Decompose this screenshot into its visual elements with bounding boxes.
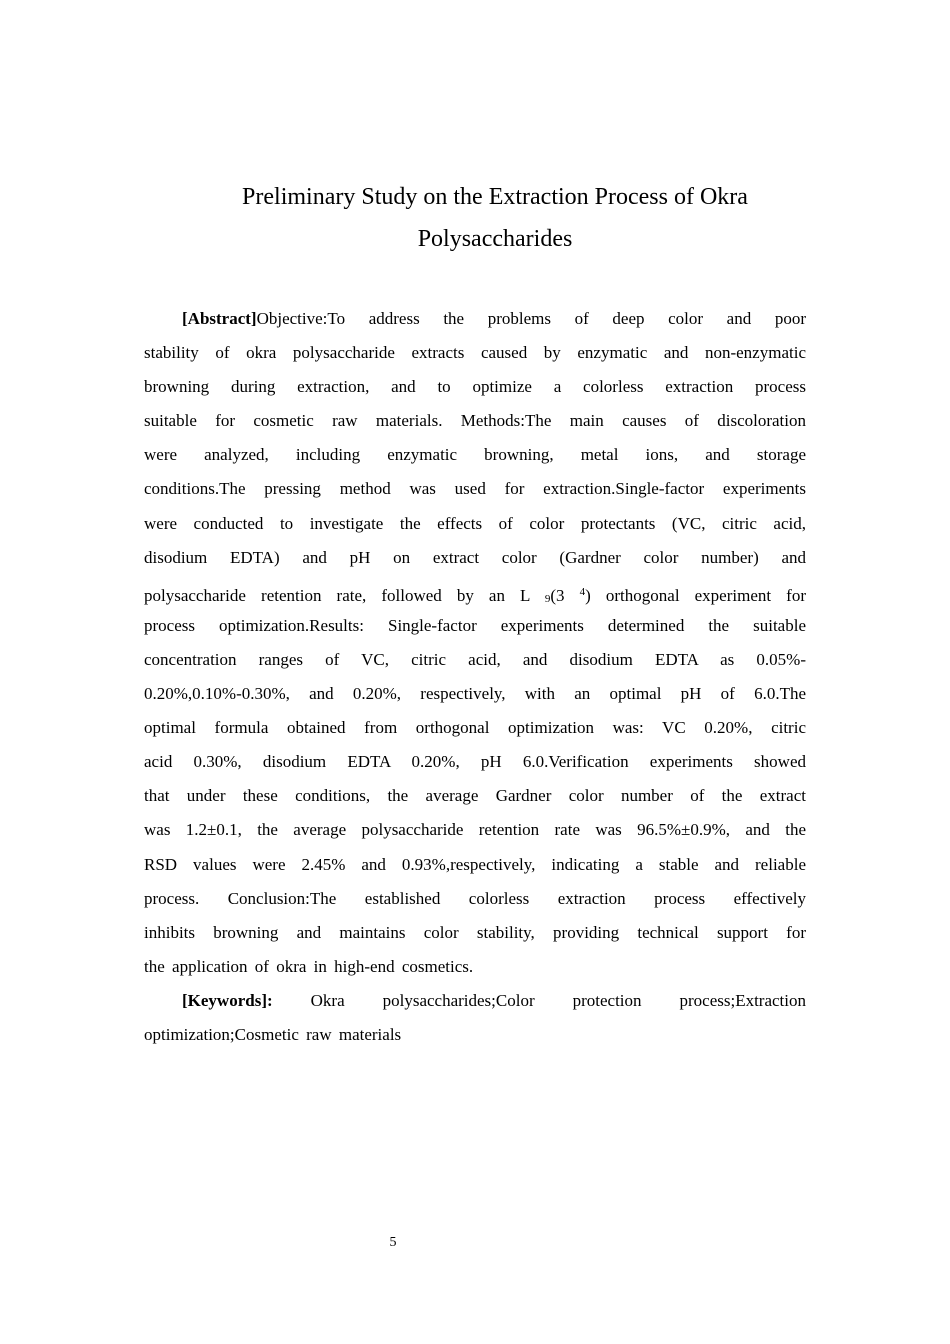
keywords-line-2: optimization;Cosmetic raw materials (144, 1024, 402, 1044)
abstract-line: 0.20%,0.10%-0.30%, and 0.20%, respectively, with an optimal pH of 6.0.The (144, 684, 806, 704)
abstract-line: process optimization.Results: Single-factor experiments determined the suitable (144, 615, 806, 635)
abstract-line: conditions.The pressing method was used for extraction.Single-factor experiments (144, 479, 806, 499)
abstract-line: acid 0.30%, disodium EDTA 0.20%, pH 6.0.Verification experiments showed (144, 752, 806, 772)
abstract-line: suitable for cosmetic raw materials. Methods:The main causes of discoloration (144, 411, 806, 431)
abstract-label: [Abstract] (182, 309, 257, 328)
abstract-line: optimal formula obtained from orthogonal optimization was: VC 0.20%, citric (144, 718, 806, 738)
abstract-line: disodium EDTA) and pH on extract color (Gardner color number) and (144, 547, 806, 567)
abstract-line: inhibits browning and maintains color stability, providing technical support for (144, 922, 806, 942)
abstract-line: browning during extraction, and to optimize a colorless extraction process (144, 377, 806, 397)
abstract-section (144, 302, 806, 1052)
abstract-line: process. Conclusion:The established colorless extraction process effectively (144, 888, 806, 908)
paper-title-line-1: Preliminary Study on the Extraction Process of Okra (242, 184, 748, 210)
abstract-line: concentration ranges of VC, citric acid, and disodium EDTA as 0.05%- (144, 649, 806, 669)
abstract-line: were conducted to investigate the effects of color protectants (VC, citric acid, (144, 513, 806, 533)
paper-title (215, 176, 775, 260)
abstract-line: RSD values were 2.45% and 0.93%,respectively, indicating a stable and reliable (144, 854, 806, 874)
keywords-label: [Keywords]: (182, 990, 273, 1010)
abstract-line: stability of okra polysaccharide extracts caused by enzymatic and non-enzymatic (144, 343, 806, 363)
keywords-line: [Keywords]: Okra polysaccharides;Color protection process;Extraction (182, 990, 806, 1010)
abstract-line: were analyzed, including enzymatic browning, metal ions, and storage (144, 445, 806, 465)
orthogonal-array-notation: L 9(3 $^4$) (520, 585, 591, 605)
abstract-line-last: the application of okra in high-end cosmetics. (144, 956, 474, 976)
abstract-line: [Abstract]Objective:To address the problems of deep color and poor (182, 309, 806, 328)
abstract-line: that under these conditions, the average Gardner color number of the extract (144, 786, 806, 806)
abstract-line-orthogonal: polysaccharide retention rate, followed by an L 9(3 $^4$) orthogonal experiment for (144, 585, 806, 605)
page-number: 5 (389, 1235, 397, 1250)
abstract-line: was 1.2±0.1, the average polysaccharide retention rate was 96.5%±0.9%, and the (144, 820, 806, 840)
paper-title-line-2: Polysaccharides (417, 226, 573, 252)
